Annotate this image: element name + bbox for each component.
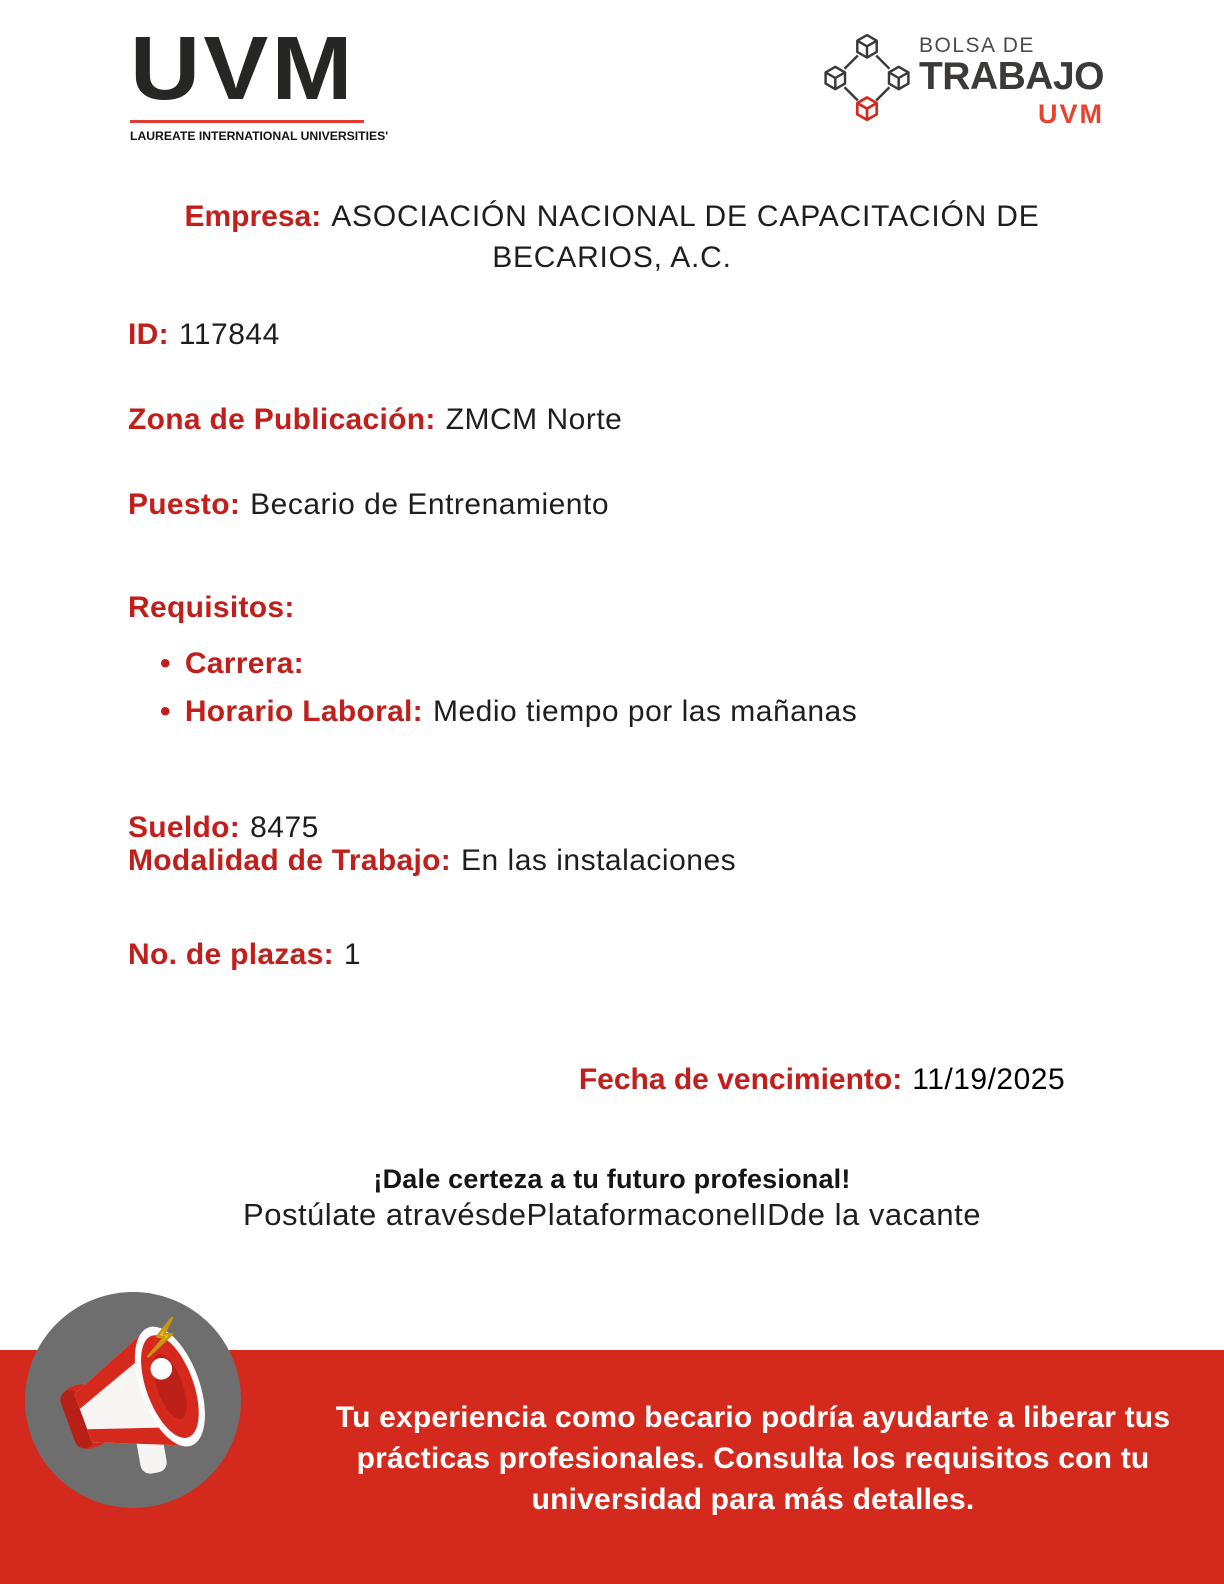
uvm-logo-subtext: LAUREATE INTERNATIONAL UNIVERSITIES' [130,129,389,143]
fecha-row [420,1062,1224,1098]
horario-label: Horario Laboral: [184,695,423,728]
carrera-label: Carrera: [184,647,304,680]
cubes-network-icon [821,32,913,124]
requisitos-label: Requisitos: [128,591,295,624]
bolsa-logo-line3: UVM [1038,99,1104,130]
uvm-logo-underline [130,120,364,123]
plazas-value: 1 [343,938,362,971]
fecha-value: 11/19/2025 [912,1063,1066,1096]
zona-label: Zona de Publicación: [128,403,436,436]
puesto-row [128,487,609,523]
zona-row [128,402,622,438]
id-row [128,317,280,353]
cta-headline: ¡Dale certeza a tu futuro profesional! [373,1164,851,1194]
modalidad-value: En las instalaciones [461,844,737,877]
empresa-row [0,196,1224,278]
modalidad-label: Modalidad de Trabajo: [128,844,451,877]
puesto-label: Puesto: [128,488,241,521]
modalidad-row [128,843,736,879]
bullet-icon: • [160,695,171,728]
id-value: 117844 [178,318,280,351]
bolsa-de-trabajo-logo [821,28,1104,130]
sueldo-value: 8475 [250,811,319,844]
bullet-horario [160,694,857,730]
banner-line3: universidad para más detalles. [531,1483,975,1516]
horario-value: Medio tiempo por las mañanas [432,695,858,728]
bolsa-logo-line2: TRABAJO [918,55,1104,99]
empresa-line1 [0,196,1224,237]
puesto-value: Becario de Entrenamiento [250,488,609,521]
banner-line1: Tu experiencia como becario podría ayudarte a liberar tus [335,1401,1171,1434]
requisitos-heading [128,590,305,626]
banner-text [282,1397,1224,1520]
bullet-carrera [160,646,314,682]
plazas-row [128,937,361,973]
bolsa-logo-line1: BOLSA DE [918,34,1035,57]
megaphone-circle [25,1292,241,1508]
uvm-logo [130,19,389,143]
empresa-value-line1: ASOCIACIÓN NACIONAL DE CAPACITACIÓN DE [331,200,1040,233]
bolsa-logo-text [919,28,1104,130]
banner-line2: prácticas profesionales. Consulta los requisitos con tu [356,1442,1150,1475]
zona-value: ZMCM Norte [445,403,623,436]
uvm-logo-word: UVM [130,19,356,119]
cta-subline: Postúlate atravésdePlataformaconelIDde la vacante [243,1197,981,1232]
fecha-label: Fecha de vencimiento: [578,1063,903,1096]
plazas-label: No. de plazas: [128,938,334,971]
empresa-value-line2: BECARIOS, A.C. [492,241,732,274]
id-label: ID: [128,318,169,351]
sueldo-label: Sueldo: [128,811,241,844]
bullet-icon: • [160,647,171,680]
sueldo-row [128,810,319,846]
empresa-label: Empresa: [184,200,322,233]
megaphone-icon [25,1292,241,1508]
